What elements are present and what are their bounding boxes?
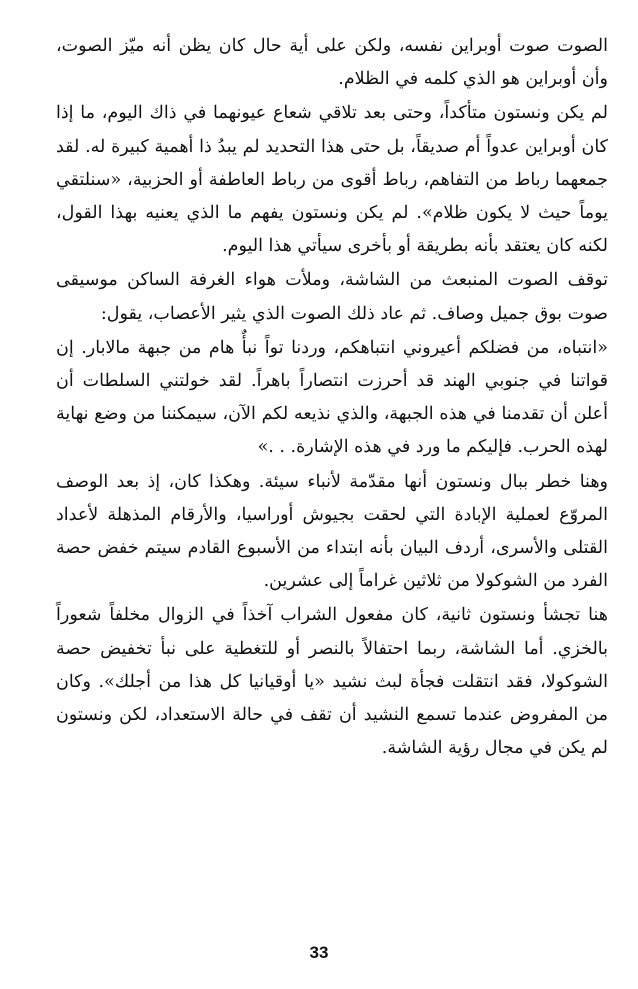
paragraph-3: توقف الصوت المنبعث من الشاشة، وملأت هواء الغرفة الساكن موسيقى صوت بوق جميل وصاف. ثم عاد ذلك الصوت الذي يثير الأعصاب، يقول: — [56, 270, 608, 324]
page-body — [56, 30, 608, 765]
page-number: 33 — [309, 943, 329, 962]
paragraph-4-announcement: «انتباه، من فضلكم أعيروني انتباهكم، وردنا تواً نبأٌ هام من جبهة مالابار. إن قواتنا في جنوبي الهند قد أحرزت انتصاراً باهراً. لقد خولتني السلطات أن أعلن أن تقدمنا في هذه الجبهة، والذي نذيعه لكم الآن، سيمكننا من وضع نهاية لهذه الحرب. فإليكم ما ورد في هذه الإشارة. . .» — [56, 337, 608, 458]
paragraph-2: لم يكن ونستون متأكداً، وحتى بعد تلاقي شعاع عيونهما في ذاك اليوم، ما إذا كان أوبراين عدواً أم صديقاً، بل حتى هذا التحديد لم يبدُ ذا أهمية كبيرة له. لقد جمعهما رباط من التفاهم، رباط أقوى من رباط العاطفة أو الحزبية، «سنلتقي يوماً حيث لا يكون ظلام». لم يكن ونستون يفهم ما الذي يعنيه بهذا القول، لكنه كان يعتقد بأنه بطريقة أو بأخرى سيأتي هذا اليوم. — [56, 103, 608, 257]
paragraph-6: هنا تجشأ ونستون ثانية، كان مفعول الشراب آخذاً في الزوال مخلفاً شعوراً بالخزي. أما الشاشة، ربما احتفالاً بالنصر أو للتغطية على نبأ تخفيض حصة الشوكولا، فقد انتقلت فجأة لبث نشيد «يا أوقيانيا كل هذا من أجلك». وكان من المفروض عندما تسمع النشيد أن تقف في حالة الاستعداد، لكن ونستون لم يكن في مجال رؤية الشاشة. — [56, 605, 608, 759]
paragraph-5: وهنا خطر ببال ونستون أنها مقدّمة لأنباء سيئة. وهكذا كان، إذ بعد الوصف المروّع لعملية الإبادة التي لحقت بجيوش أوراسيا، والأرقام المذهلة لأعداد القتلى والأسرى، أردف البيان بأنه ابتداء من الأسبوع القادم سيتم خفض حصة الفرد من الشوكولا من ثلاثين غراماً إلى عشرين. — [56, 471, 608, 592]
paragraph-1: الصوت صوت أوبراين نفسه، ولكن على أية حال كان يظن أنه ميّز الصوت، وأن أوبراين هو الذي كلمه في الظلام. — [56, 36, 608, 90]
